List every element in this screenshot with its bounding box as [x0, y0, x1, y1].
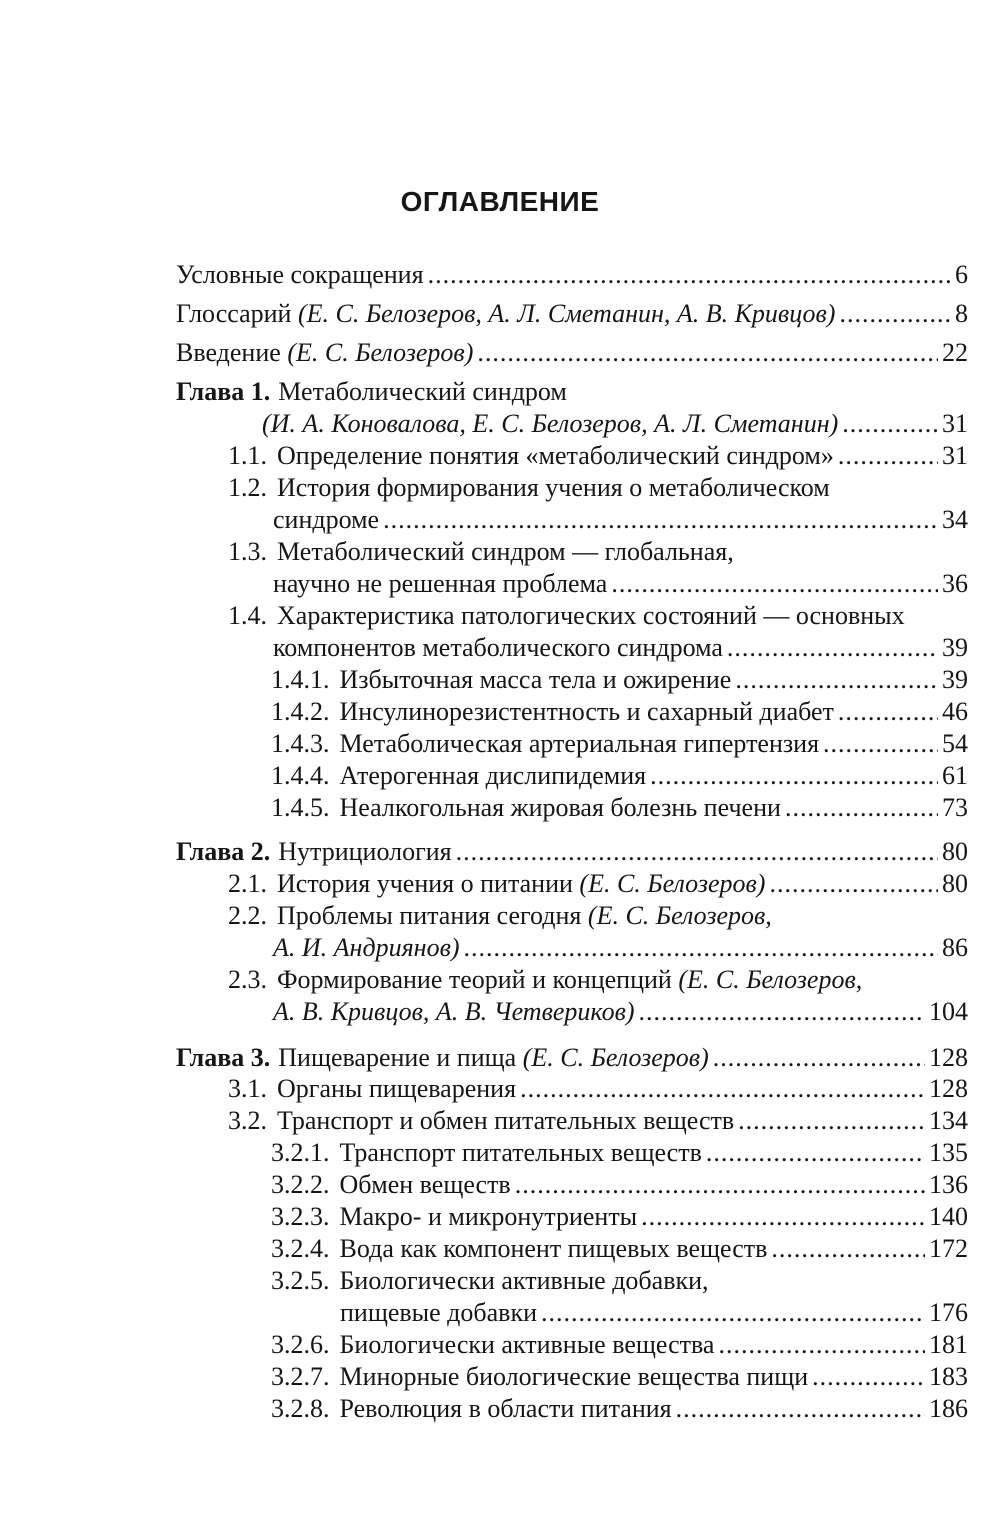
page-number: 22: [942, 338, 968, 367]
entry-text: Характеристика патологических состояний — основных: [277, 601, 905, 630]
entry-text: Глоссарий (Е. С. Белозеров, А. Л. Сметанин, А. В. Кривцов): [176, 299, 836, 328]
dot-leader: [541, 1297, 925, 1329]
section-number: 1.4.1.: [271, 665, 330, 694]
section-number: 2.3.: [228, 965, 267, 994]
toc-chapter-3-heading: [176, 1042, 968, 1074]
toc-entry-1-3-line1: [228, 536, 734, 568]
toc-entry-glossary: [176, 298, 968, 330]
toc-chapter-2-heading: [176, 836, 968, 868]
toc-entry-1-2-line1: [228, 472, 830, 504]
chapter-label: Глава 2.: [176, 837, 271, 866]
entry-text: Неалкогольная жировая болезнь печени: [339, 793, 781, 822]
dot-leader: [727, 632, 938, 664]
toc-entry-1-4-2: [271, 696, 968, 728]
section-number: 3.2.7.: [271, 1362, 330, 1391]
dot-leader: [823, 728, 938, 760]
dot-leader: [738, 1105, 925, 1137]
page-number: 80: [942, 837, 968, 866]
entry-authors: (Е. С. Белозеров): [522, 1043, 709, 1072]
dot-leader: [639, 996, 925, 1028]
page-number: 140: [929, 1202, 968, 1231]
entry-text: Транспорт и обмен питательных веществ: [277, 1106, 735, 1135]
chapter-title: Нутрициология: [278, 837, 452, 866]
section-number: 3.2.8.: [271, 1394, 330, 1423]
section-number: 3.2.: [228, 1106, 267, 1135]
toc-entry-1-2-line2: [273, 504, 968, 536]
page-number: 135: [929, 1138, 968, 1167]
toc-chapter-1-heading: [176, 376, 567, 408]
section-number: 3.2.4.: [271, 1234, 330, 1263]
toc-entry-2-1: [228, 868, 968, 900]
dot-leader: [456, 836, 938, 868]
toc-entry-3-2-3: [271, 1201, 968, 1233]
toc-entry-2-2-line2: [273, 932, 968, 964]
toc-entry-2-3-line2: [273, 996, 968, 1028]
page-number: 46: [942, 697, 968, 726]
entry-authors: А. В. Кривцов, А. В. Четвериков): [273, 997, 635, 1026]
entry-text: компонентов метаболического синдрома: [273, 633, 723, 662]
toc-entry-3-2-5-line1: [271, 1265, 709, 1297]
toc-entry-3-2-8: [271, 1393, 968, 1425]
page-number: 36: [942, 569, 968, 598]
toc-entry-1-4-1: [271, 664, 968, 696]
toc-entry-1-4-3: [271, 728, 968, 760]
dot-leader: [842, 408, 938, 440]
toc-entry-3-2-2: [271, 1169, 968, 1201]
entry-text: Обмен веществ: [339, 1170, 511, 1199]
toc-entry-1-4-line1: [228, 600, 905, 632]
section-number: 3.1.: [228, 1074, 267, 1103]
page-number: 61: [942, 761, 968, 790]
page-number: 181: [929, 1330, 968, 1359]
section-number: 1.2.: [228, 473, 267, 502]
page-number: 54: [942, 729, 968, 758]
entry-text: Макро- и микронутриенты: [339, 1202, 638, 1231]
entry-authors: (Е. С. Белозеров): [579, 869, 766, 898]
entry-text: Атерогенная дислипидемия: [339, 761, 647, 790]
entry-text: пищевые добавки: [340, 1298, 537, 1327]
entry-text: Транспорт питательных веществ: [339, 1138, 702, 1167]
toc-entry-3-2-6: [271, 1329, 968, 1361]
toc-entry-3-2-4: [271, 1233, 968, 1265]
dot-leader: [838, 440, 938, 472]
page-number: 86: [942, 933, 968, 962]
page-number: 34: [942, 505, 968, 534]
toc-entry-1-1: [228, 440, 968, 472]
dot-leader: [477, 337, 938, 369]
entry-text: Метаболическая артериальная гипертензия: [339, 729, 820, 758]
toc-entry-introduction: [176, 337, 968, 369]
page-number: 186: [929, 1394, 968, 1423]
dot-leader: [771, 1233, 925, 1265]
chapter-label: Глава 3.: [176, 1043, 271, 1072]
entry-authors: (Е. С. Белозеров, А. Л. Сметанин, А. В. Кривцов): [297, 299, 836, 328]
section-number: 1.3.: [228, 537, 267, 566]
chapter-title: Пищеварение и пища: [278, 1043, 517, 1072]
entry-text: Органы пищеварения: [277, 1074, 517, 1103]
dot-leader: [713, 1042, 925, 1074]
toc-entry-3-2-7: [271, 1361, 968, 1393]
entry-text: Биологически активные добавки,: [339, 1266, 709, 1295]
page-number: 8: [955, 299, 968, 328]
toc-chapter-1-authors: [262, 408, 968, 440]
entry-text: Вода как компонент пищевых веществ: [339, 1234, 768, 1263]
dot-leader: [650, 760, 938, 792]
entry-text: синдроме: [273, 505, 380, 534]
entry-text: научно не решенная проблема: [273, 569, 608, 598]
toc-entry-2-2-line1: [228, 900, 772, 932]
page-title: ОГЛАВЛЕНИЕ: [400, 186, 600, 217]
chapter-label: Глава 1.: [176, 377, 271, 406]
dot-leader: [785, 792, 938, 824]
page-number: 6: [955, 260, 968, 289]
entry-text: История формирования учения о метаболическом: [277, 473, 830, 502]
toc-entry-1-4-4: [271, 760, 968, 792]
dot-leader: [641, 1201, 925, 1233]
page-number: 172: [929, 1234, 968, 1263]
entry-text: Метаболический синдром — глобальная,: [277, 537, 734, 566]
section-number: 3.2.3.: [271, 1202, 330, 1231]
entry-authors: (И. А. Коновалова, Е. С. Белозеров, А. Л. Сметанин): [262, 409, 839, 438]
dot-leader: [706, 1137, 925, 1169]
toc-entry-3-2-1: [271, 1137, 968, 1169]
toc-entry-3-2-5-line2: [340, 1297, 968, 1329]
page-number: 136: [929, 1170, 968, 1199]
page-number: 31: [942, 409, 968, 438]
dot-leader: [611, 568, 938, 600]
dot-leader: [838, 696, 938, 728]
section-number: 1.4.3.: [271, 729, 330, 758]
chapter-title: Метаболический синдром: [278, 377, 567, 406]
toc-entry-1-4-line2: [273, 632, 968, 664]
page-number: 73: [942, 793, 968, 822]
toc-entry-2-3-line1: [228, 964, 862, 996]
dot-leader: [769, 868, 938, 900]
section-number: 1.4.4.: [271, 761, 330, 790]
toc-entry-3-2: [228, 1105, 968, 1137]
dot-leader: [718, 1329, 925, 1361]
dot-leader: [839, 298, 951, 330]
dot-leader: [383, 504, 938, 536]
entry-text: Минорные биологические вещества пищи: [339, 1362, 809, 1391]
dot-leader: [515, 1169, 925, 1201]
entry-text: Избыточная масса тела и ожирение: [339, 665, 732, 694]
page-number: 104: [929, 997, 968, 1026]
section-number: 1.1.: [228, 441, 267, 470]
dot-leader: [428, 259, 951, 291]
page-number: 134: [929, 1106, 968, 1135]
section-number: 3.2.1.: [271, 1138, 330, 1167]
section-number: 3.2.6.: [271, 1330, 330, 1359]
section-number: 2.2.: [228, 901, 267, 930]
page-number: 39: [942, 633, 968, 662]
page-number: 39: [942, 665, 968, 694]
section-number: 3.2.5.: [271, 1266, 330, 1295]
dot-leader: [735, 664, 938, 696]
section-number: 3.2.2.: [271, 1170, 330, 1199]
page-number: 128: [929, 1074, 968, 1103]
entry-text: Биологически активные вещества: [339, 1330, 715, 1359]
entry-text: Инсулинорезистентность и сахарный диабет: [339, 697, 834, 726]
page-number: 176: [929, 1298, 968, 1327]
section-number: 1.4.2.: [271, 697, 330, 726]
toc-entry-abbreviations: [176, 259, 968, 291]
entry-text: Проблемы питания сегодня: [277, 901, 582, 930]
entry-authors: (Е. С. Белозеров,: [678, 965, 863, 994]
entry-authors: (Е. С. Белозеров,: [587, 901, 772, 930]
dot-leader: [464, 932, 938, 964]
section-number: 1.4.: [228, 601, 267, 630]
entry-text: Революция в области питания: [339, 1394, 672, 1423]
entry-text: Условные сокращения: [176, 260, 424, 289]
entry-text: Формирование теорий и концепций: [277, 965, 672, 994]
page-number: 31: [942, 441, 968, 470]
entry-text: Введение (Е. С. Белозеров): [176, 338, 474, 367]
toc-entry-1-3-line2: [273, 568, 968, 600]
section-number: 1.4.5.: [271, 793, 330, 822]
page-number: 183: [929, 1362, 968, 1391]
entry-text: История учения о питании: [277, 869, 573, 898]
page-number: 80: [942, 869, 968, 898]
dot-leader: [676, 1393, 925, 1425]
toc-entry-1-4-5: [271, 792, 968, 824]
toc-entry-3-1: [228, 1073, 968, 1105]
dot-leader: [520, 1073, 925, 1105]
entry-authors: (Е. С. Белозеров): [287, 338, 474, 367]
dot-leader: [812, 1361, 925, 1393]
entry-authors: А. И. Андриянов): [273, 933, 460, 962]
entry-text: Определение понятия «метаболический синдром»: [277, 441, 834, 470]
page-number: 128: [929, 1043, 968, 1072]
section-number: 2.1.: [228, 869, 267, 898]
